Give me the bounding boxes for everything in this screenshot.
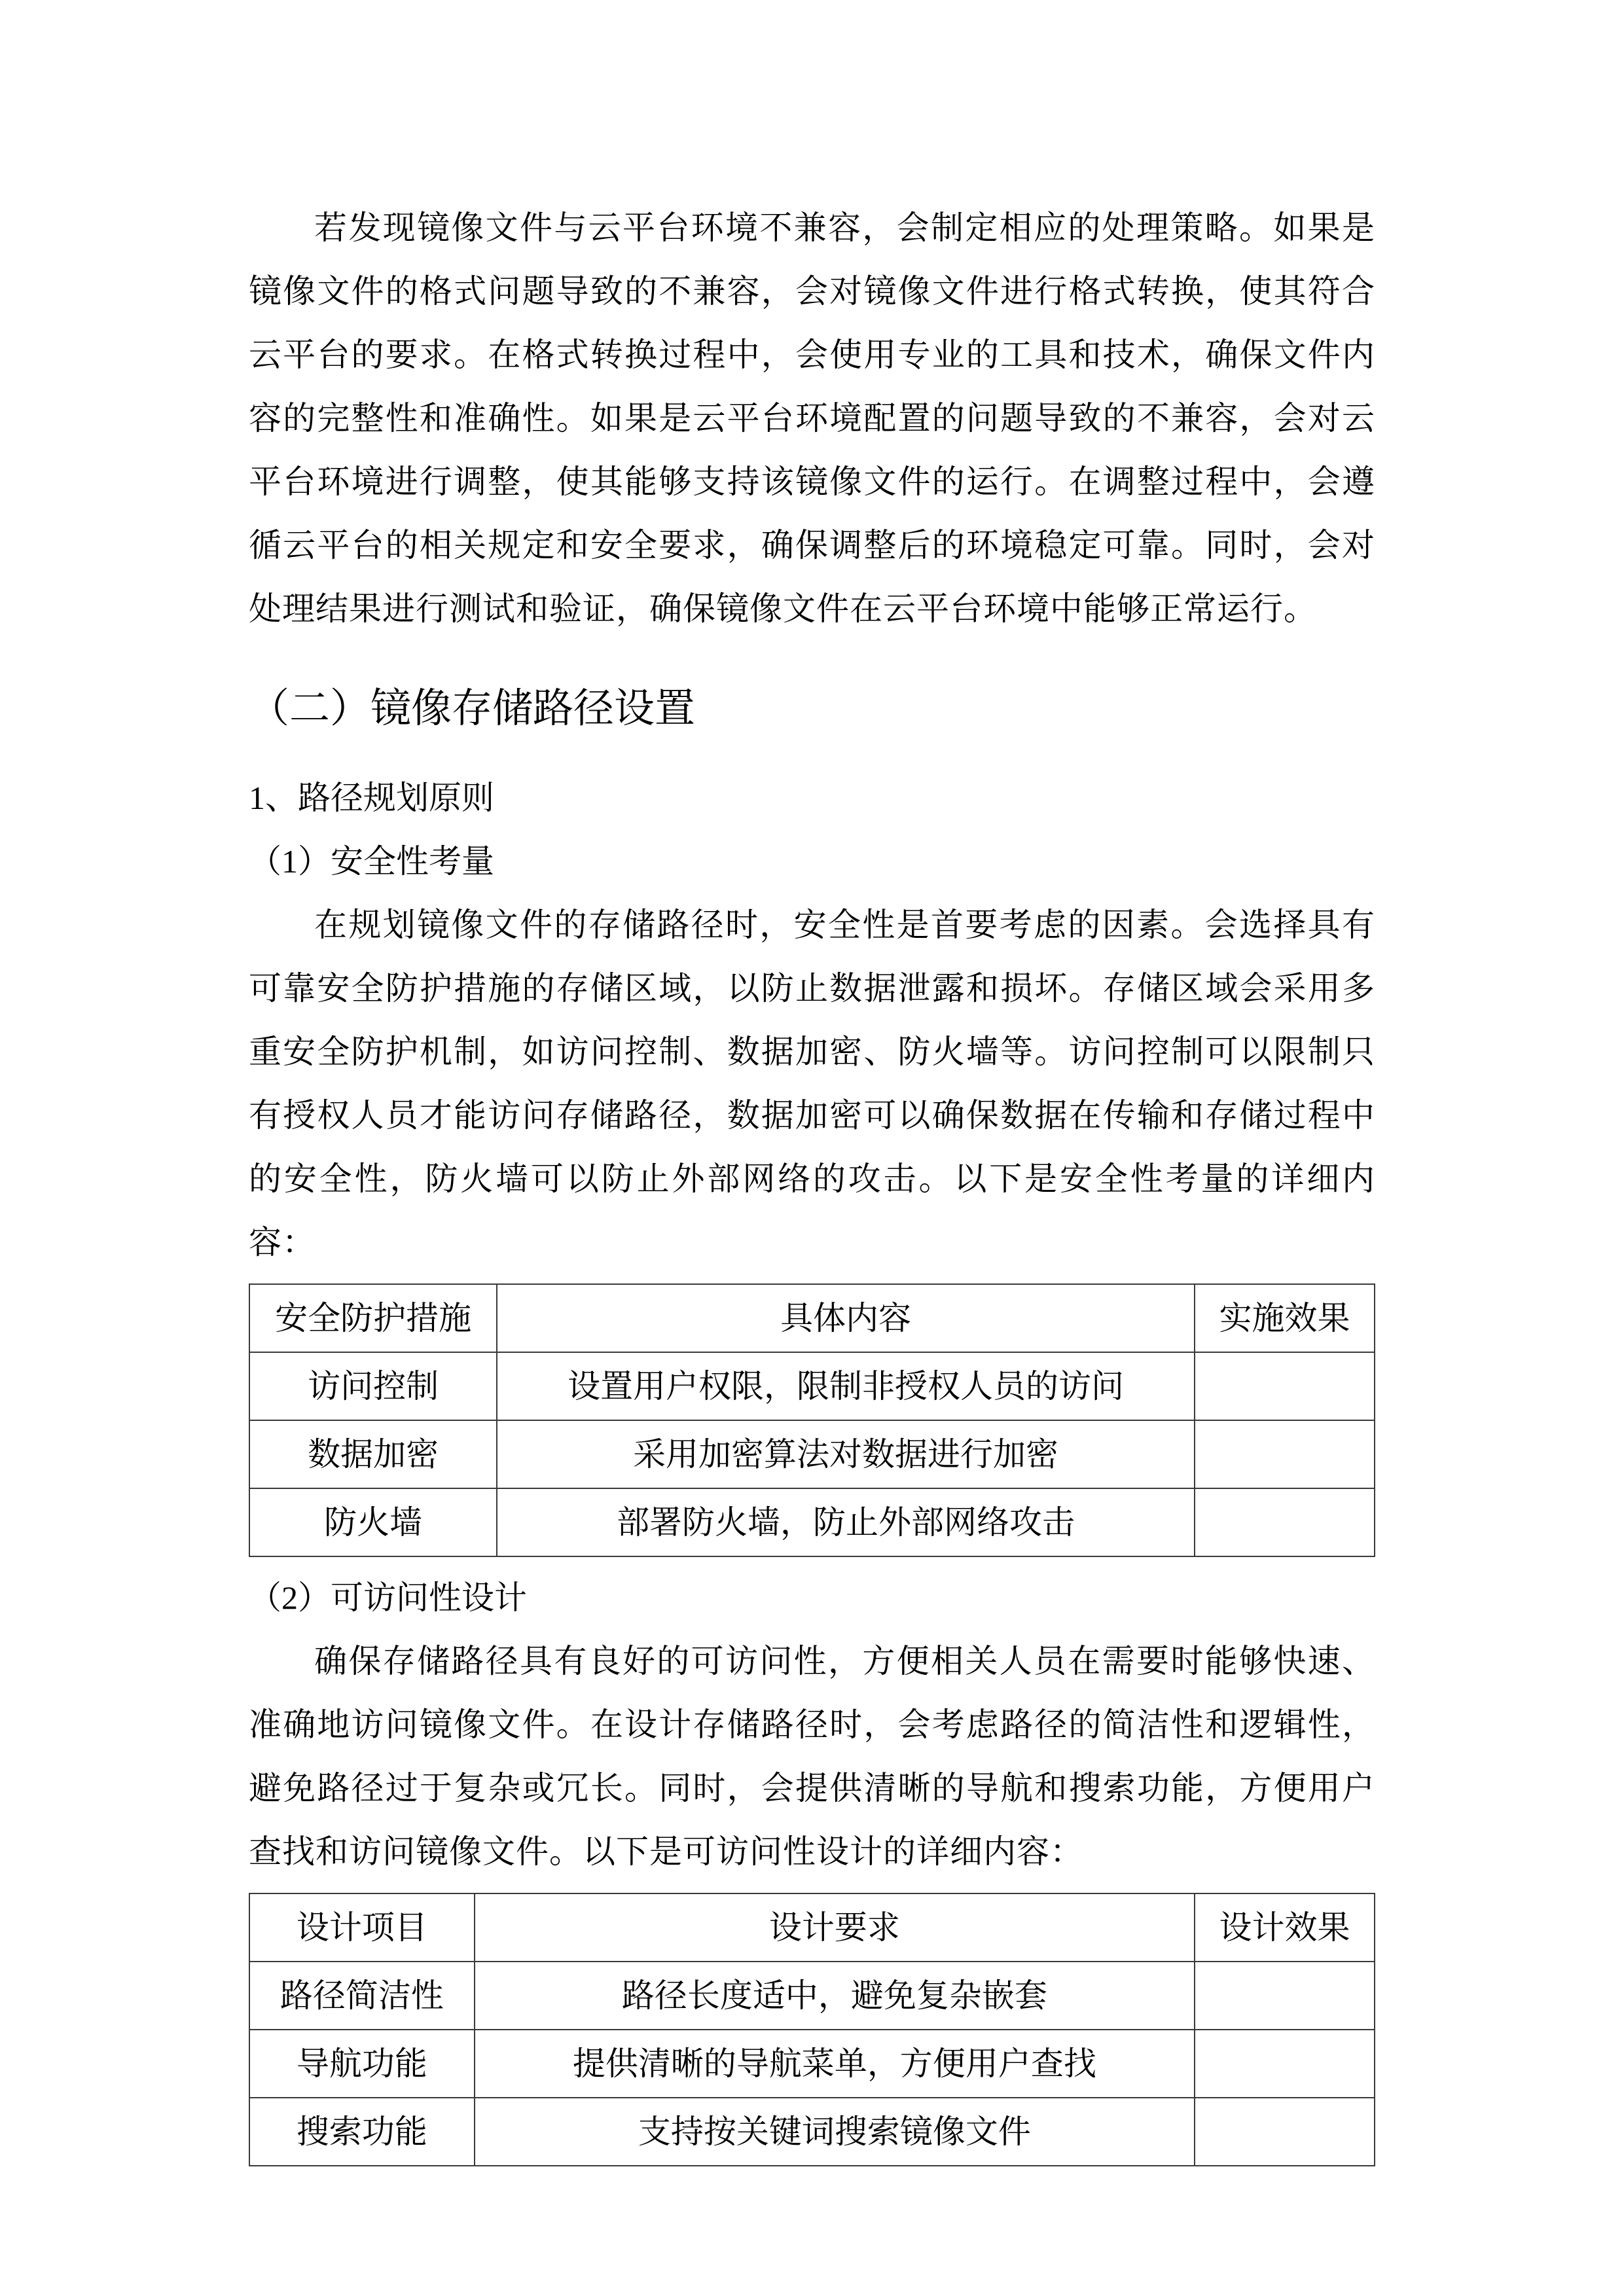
table-header-row [249,1893,1375,1962]
table-row [249,1962,1375,2030]
section-heading-storage-path: （二）镜像存储路径设置 [249,687,696,731]
security-measures-table [249,1283,1375,1557]
table-cell: 路径长度适中，避免复杂嵌套 [475,1962,1195,2030]
paragraph-security-consideration: 在规划镜像文件的存储路径时，安全性是首要考虑的因素。会选择具有可靠安全防护措施的存储区域，以防止数据泄露和损坏。存储区域会采用多重安全防护机制，如访问控制、数据加密、防火墙等。访问控制可以限制只有授权人员才能访问存储路径，数据加密可以确保数据在传输和存储过程中的安全性，防火墙可以防止外部网络的攻击。以下是安全性考量的详细内容： [249,906,1375,1261]
table-cell: 数据加密 [249,1420,497,1488]
table-cell: 路径简洁性 [249,1962,475,2030]
table-row [249,1488,1375,1556]
table-row [249,2098,1375,2166]
table-cell: 提供清晰的导航菜单，方便用户查找 [475,2030,1195,2098]
table-row [249,1420,1375,1488]
table-cell: 采用加密算法对数据进行加密 [497,1420,1195,1488]
table-cell: 部署防火墙，防止外部网络攻击 [497,1488,1195,1556]
table-header-cell: 具体内容 [497,1284,1195,1352]
table-header-cell: 设计效果 [1195,1893,1375,1962]
table-cell: 导航功能 [249,2030,475,2098]
accessibility-design-table [249,1893,1375,2166]
table-header-cell: 设计项目 [249,1893,475,1962]
paragraph-compatibility-handling: 若发现镜像文件与云平台环境不兼容，会制定相应的处理策略。如果是镜像文件的格式问题导致的不兼容，会对镜像文件进行格式转换，使其符合云平台的要求。在格式转换过程中，会使用专业的工具和技术，确保文件内容的完整性和准确性。如果是云平台环境配置的问题导致的不兼容，会对云平台环境进行调整，使其能够支持该镜像文件的运行。在调整过程中，会遵循云平台的相关规定和安全要求，确保调整后的环境稳定可靠。同时，会对处理结果进行测试和验证，确保镜像文件在云平台环境中能够正常运行。 [249,209,1375,627]
table-cell-empty [1195,1352,1375,1420]
table-header-row [249,1284,1375,1352]
table-header-cell: 设计要求 [475,1893,1195,1962]
table-cell-empty [1195,1488,1375,1556]
paragraph-accessibility-design: 确保存储路径具有良好的可访问性，方便相关人员在需要时能够快速、准确地访问镜像文件。在设计存储路径时，会考虑路径的简洁性和逻辑性，避免路径过于复杂或冗长。同时，会提供清晰的导航和搜索功能，方便用户查找和访问镜像文件。以下是可访问性设计的详细内容： [249,1643,1375,1870]
subheading-security-consideration: （1）安全性考量 [249,843,494,880]
table-row [249,1352,1375,1420]
table-cell-empty [1195,1962,1375,2030]
table-cell-empty [1195,1420,1375,1488]
table-header-cell: 安全防护措施 [249,1284,497,1352]
subheading-path-planning-principles: 1、路径规划原则 [249,780,494,816]
table-row [249,2030,1375,2098]
table-cell-empty [1195,2030,1375,2098]
subheading-accessibility-design: （2）可访问性设计 [249,1579,527,1616]
table-header-cell: 实施效果 [1195,1284,1375,1352]
table-cell: 访问控制 [249,1352,497,1420]
table-cell-empty [1195,2098,1375,2166]
table-cell: 设置用户权限，限制非授权人员的访问 [497,1352,1195,1420]
table-cell: 支持按关键词搜索镜像文件 [475,2098,1195,2166]
table-cell: 搜索功能 [249,2098,475,2166]
table-cell: 防火墙 [249,1488,497,1556]
